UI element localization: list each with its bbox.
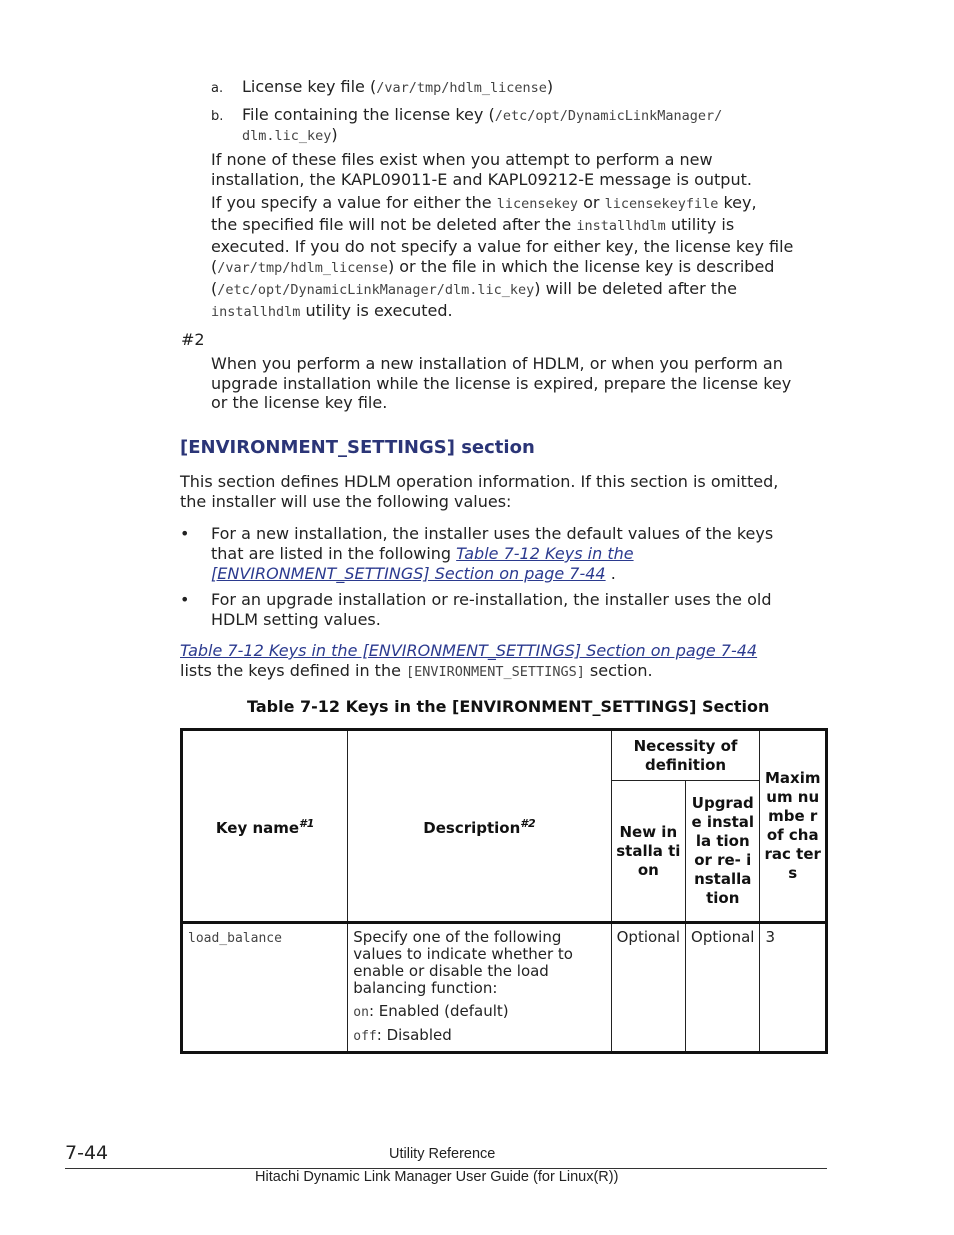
header-description: Description$^{\#2}$	[348, 730, 611, 923]
bullet-marker: •	[180, 590, 190, 609]
table-caption: Table 7-12 Keys in the [ENVIRONMENT_SETTINGS] Section	[247, 697, 770, 716]
list-marker: b.	[211, 109, 224, 124]
header-new-install: New installa tion	[611, 781, 685, 923]
cell-new-install: Optional	[611, 923, 685, 1053]
cell-description: Specify one of the following values to indicate whether to enable or disable the load balancing function: on: Enabled (default) off: Disabled	[348, 923, 611, 1053]
list-text-a: License key file (/var/tmp/hdlm_license)	[242, 77, 554, 96]
table-row	[182, 923, 827, 1053]
section-heading: [ENVIRONMENT_SETTINGS] section	[180, 437, 535, 458]
list-marker: a.	[211, 81, 224, 96]
list-item-b	[211, 105, 223, 127]
keys-table	[180, 728, 828, 1054]
header-necessity: Necessity of definition	[611, 730, 760, 781]
footer-section: Utility Reference	[389, 1146, 496, 1162]
list-text-b: File containing the license key (/etc/opt/DynamicLinkManager/	[242, 105, 723, 124]
header-key-name: Key name$^{\#1}$	[182, 730, 348, 923]
footer-book-title: Hitachi Dynamic Link Manager User Guide (for Linux(R))	[255, 1169, 619, 1185]
table-link[interactable]: Table 7-12 Keys in the	[456, 544, 634, 563]
list-text-b-cont: dlm.lic_key)	[242, 125, 338, 144]
cell-max-chars: 3	[760, 923, 827, 1053]
table-link-cont[interactable]: [ENVIRONMENT_SETTINGS] Section on page 7-44	[211, 564, 606, 583]
table-reference: Table 7-12 Keys in the [ENVIRONMENT_SETTINGS] Section on page 7-44 lists the keys defined in the [ENVIRONMENT_SETTINGS] section.	[180, 641, 758, 680]
paragraph-no-files: If none of these files exist when you attempt to perform a new installation, the KAPL09011-E and KAPL09212-E message is output.	[211, 150, 752, 189]
table-ref-link[interactable]: Table 7-12 Keys in the [ENVIRONMENT_SETTINGS] Section on page 7-44	[180, 641, 758, 660]
cell-upgrade-install: Optional	[686, 923, 760, 1053]
note-label: #2	[181, 330, 205, 349]
bullet-item-new-install: For a new installation, the installer uses the default values of the keys that are listed in the following Table 7-12 Keys in the [ENVIRONMENT_SETTINGS] Section on page 7-44 .	[211, 524, 774, 583]
paragraph-license-key: If you specify a value for either the licensekey or licensekeyfile key, the specified file will not be deleted after the installhdlm utility is executed. If you do not specify a value for either key, the license key file (/var/tmp/hdlm_license) or the file in which the license key is described (/etc/opt/DynamicLinkManager/dlm.lic_key) will be deleted after the installhdlm utility is executed.	[211, 193, 794, 320]
list-item-a	[211, 77, 223, 99]
header-max-chars: Maxim um numbe r of charac ters	[760, 730, 827, 923]
bullet-item-upgrade: For an upgrade installation or re-installation, the installer uses the old HDLM setting values.	[211, 590, 772, 629]
header-upgrade-install: Upgrad e installa tion or re- installa tion	[686, 781, 760, 923]
page-number: 7-44	[65, 1142, 109, 1164]
cell-key: load_balance	[182, 923, 348, 1053]
note-text: When you perform a new installation of HDLM, or when you perform an upgrade installation while the license is expired, prepare the license key or the license key file.	[211, 354, 792, 412]
section-intro: This section defines HDLM operation information. If this section is omitted, the installer will use the following values:	[180, 472, 779, 511]
bullet-marker: •	[180, 524, 190, 543]
